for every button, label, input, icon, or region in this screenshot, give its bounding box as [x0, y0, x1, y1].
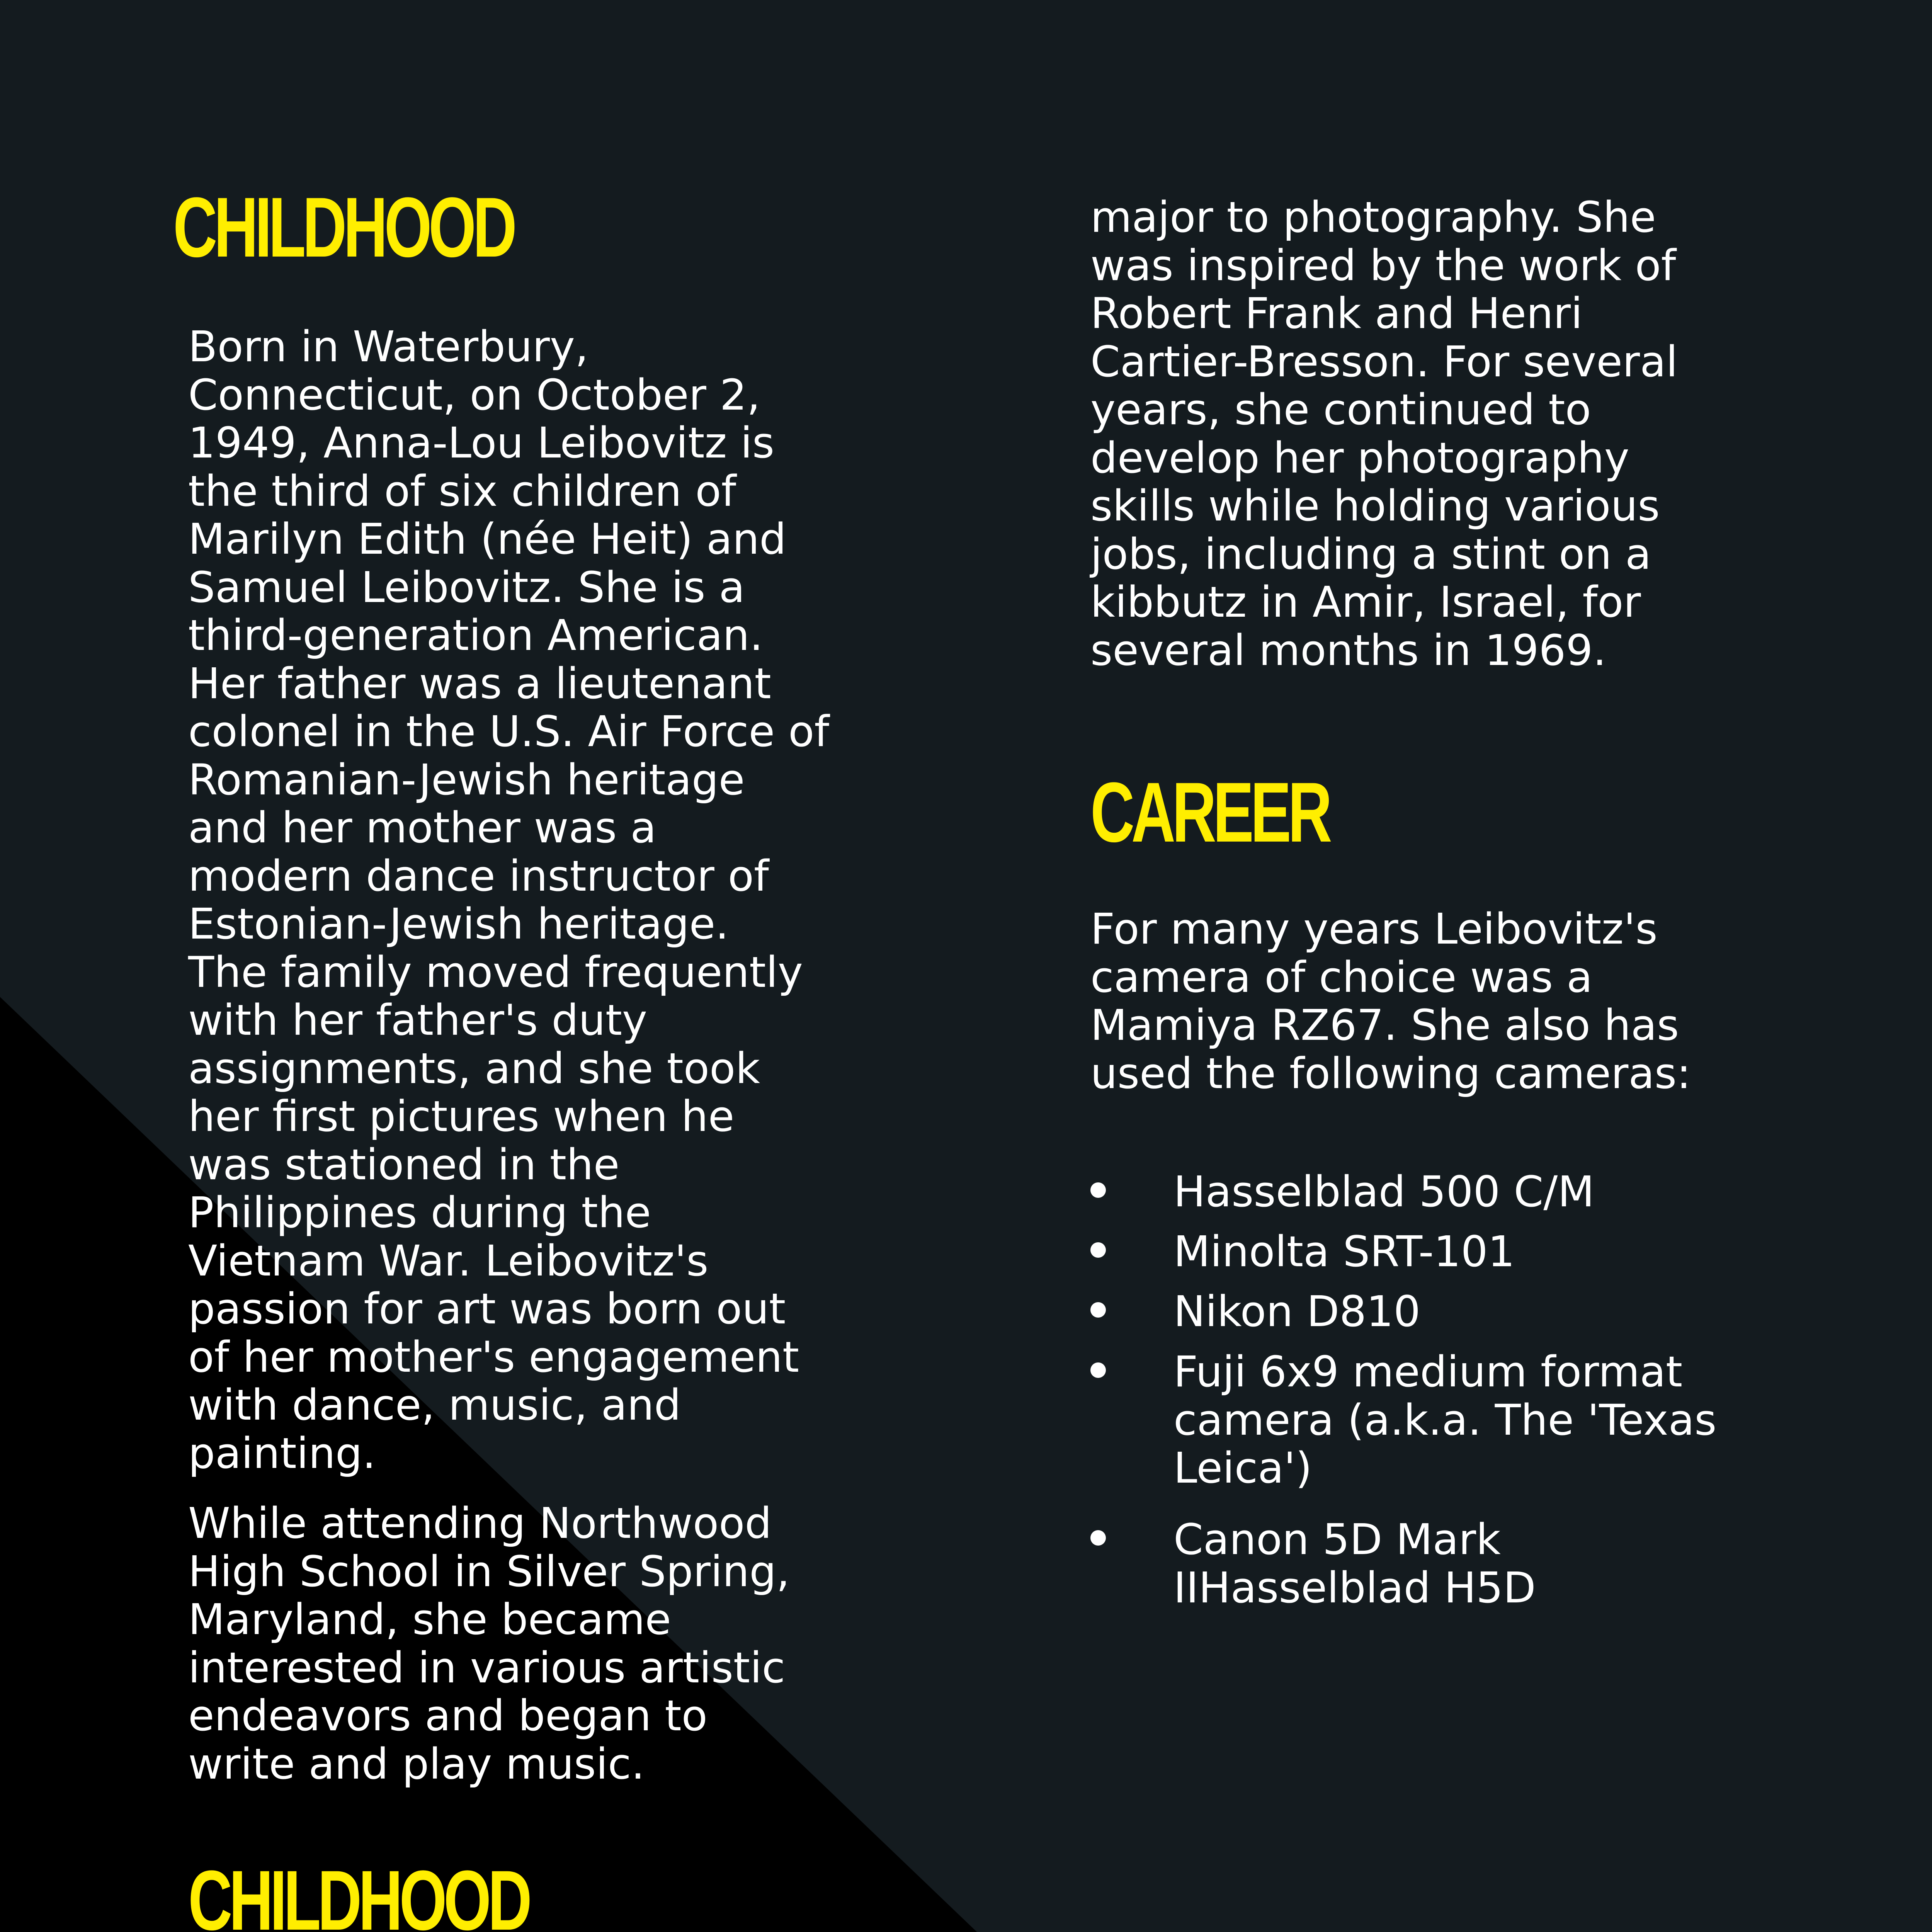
text-line: write and play music. — [188, 1739, 645, 1789]
list-item — [1090, 1228, 1515, 1276]
camera-name: Minolta SRT-101 — [1173, 1227, 1515, 1276]
bullet-icon — [1090, 1182, 1106, 1198]
text-line: with her father's duty — [188, 995, 648, 1045]
text-line: modern dance instructor of — [188, 851, 769, 901]
childhood-paragraph-2 — [188, 1499, 790, 1788]
bullet-icon — [1090, 1530, 1106, 1546]
text-line: of her mother's engagement — [188, 1332, 799, 1382]
camera-name: camera (a.k.a. The 'Texas — [1173, 1395, 1717, 1445]
text-line: her first pictures when he — [188, 1092, 735, 1141]
childhood-heading-2: CHILDHOOD — [188, 1853, 529, 1932]
text-line: jobs, including a stint on a — [1090, 529, 1651, 579]
text-line: Mamiya RZ67. She also has — [1090, 1000, 1679, 1050]
text-line: kibbutz in Amir, Israel, for — [1090, 577, 1641, 627]
text-line: Her father was a lieutenant — [188, 658, 771, 708]
bullet-icon — [1090, 1242, 1106, 1258]
text-line: Born in Waterbury, — [188, 322, 588, 371]
camera-name: IIHasselblad H5D — [1173, 1563, 1536, 1612]
career-paragraph — [1090, 905, 1691, 1097]
list-item — [1090, 1515, 1536, 1612]
text-line: colonel in the U.S. Air Force of — [188, 707, 830, 756]
bullet-icon — [1090, 1302, 1106, 1318]
text-line: Romanian-Jewish heritage — [188, 755, 745, 804]
camera-name: Nikon D810 — [1173, 1287, 1421, 1336]
childhood-paragraph-1 — [188, 323, 829, 1477]
text-line: For many years Leibovitz's — [1090, 904, 1658, 954]
text-line: camera of choice was a — [1090, 952, 1593, 1002]
text-line: develop her photography — [1090, 433, 1629, 483]
bullet-icon — [1090, 1362, 1106, 1378]
camera-name: Hasselblad 500 C/M — [1173, 1167, 1595, 1216]
text-line: Robert Frank and Henri — [1090, 289, 1583, 338]
camera-name: Fuji 6x9 medium format — [1173, 1347, 1683, 1396]
text-line: major to photography. She — [1090, 192, 1656, 242]
text-line: 1949, Anna-Lou Leibovitz is — [188, 418, 775, 468]
continuation-paragraph — [1090, 193, 1678, 674]
text-line: passion for art was born out — [188, 1284, 786, 1333]
list-item — [1090, 1168, 1594, 1216]
camera-name: Canon 5D Mark — [1173, 1515, 1501, 1564]
text-line: The family moved frequently — [188, 947, 803, 997]
text-line: and her mother was a — [188, 803, 656, 852]
text-line: Cartier-Bresson. For several — [1090, 337, 1678, 386]
text-line: several months in 1969. — [1090, 625, 1607, 675]
text-line: used the following cameras: — [1090, 1048, 1691, 1098]
text-line: Estonian-Jewish heritage. — [188, 899, 729, 949]
text-line: While attending Northwood — [188, 1498, 772, 1548]
text-line: assignments, and she took — [188, 1043, 760, 1093]
list-item — [1090, 1287, 1420, 1336]
text-line: with dance, music, and — [188, 1380, 681, 1430]
childhood-heading: CHILDHOOD — [173, 180, 514, 275]
camera-name: Leica') — [1173, 1443, 1312, 1493]
text-line: interested in various artistic — [188, 1643, 786, 1692]
text-line: Vietnam War. Leibovitz's — [188, 1236, 709, 1286]
text-line: third-generation American. — [188, 611, 763, 660]
text-line: Philippines during the — [188, 1188, 651, 1237]
text-line: was inspired by the work of — [1090, 240, 1676, 290]
text-line: Marilyn Edith (née Heit) and — [188, 514, 787, 564]
text-line: painting. — [188, 1428, 376, 1478]
list-item — [1090, 1348, 1716, 1492]
text-line: endeavors and began to — [188, 1691, 707, 1740]
text-line: was stationed in the — [188, 1139, 620, 1189]
text-line: Maryland, she became — [188, 1595, 671, 1644]
text-line: skills while holding various — [1090, 481, 1660, 531]
text-line: years, she continued to — [1090, 385, 1591, 434]
text-line: Connecticut, on October 2, — [188, 370, 760, 420]
text-line: High School in Silver Spring, — [188, 1546, 790, 1596]
text-line: the third of six children of — [188, 466, 736, 516]
career-heading: CAREER — [1090, 765, 1329, 860]
text-line: Samuel Leibovitz. She is a — [188, 562, 745, 612]
